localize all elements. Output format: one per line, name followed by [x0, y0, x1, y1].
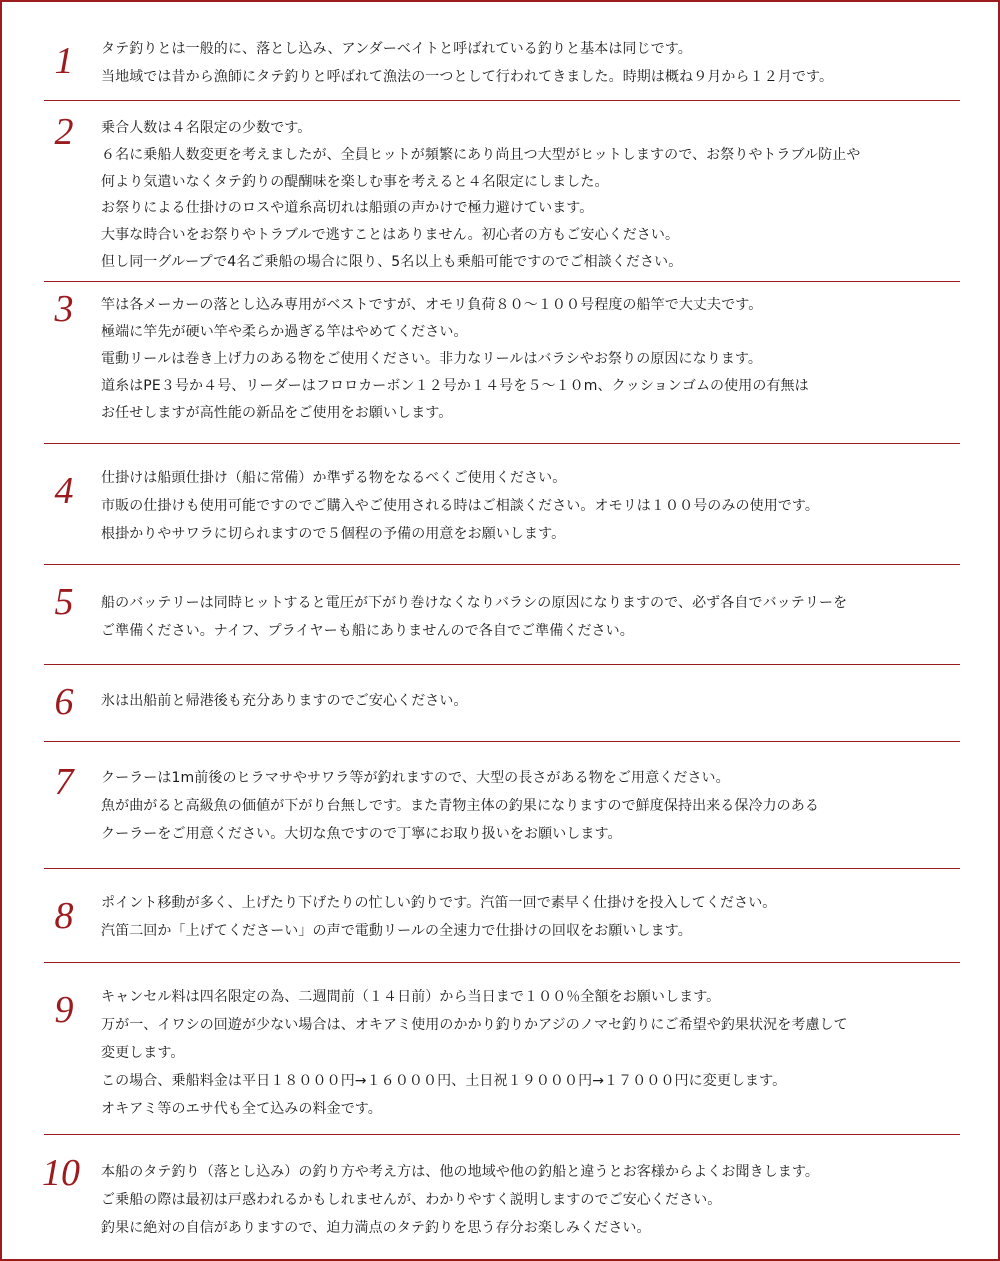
notice-item-7	[44, 742, 960, 869]
item-line: ６名に乗船人数変更を考えましたが、全員ヒットが頻繁にあり尚且つ大型がヒットしますので、お祭りやトラブル防止や	[101, 146, 861, 163]
item-line: 本船のタテ釣り（落とし込み）の釣り方や考え方は、他の地域や他の釣船と違うとお客様からよくお聞きします。	[101, 1164, 819, 1180]
item-text	[101, 1158, 960, 1242]
item-line: 但し同一グループで4名ご乗船の場合に限り、5名以上も乗船可能ですのでご相談ください。	[101, 253, 683, 270]
item-number: 9	[54, 989, 74, 1031]
item-text	[101, 589, 960, 645]
item-line: 仕掛けは船頭仕掛け（船に常備）か準ずる物をなるべくご使用ください。	[101, 470, 567, 486]
notice-item-2	[44, 101, 960, 282]
item-line: お祭りによる仕掛けのロスや道糸高切れは船頭の声かけで極力避けています。	[101, 200, 594, 217]
item-line: 魚が曲がると高級魚の価値が下がり台無しです。また青物主体の釣果になりますので鮮度保持出来る保冷力のある	[101, 798, 819, 814]
item-line: オキアミ等のエサ代も全て込みの料金です。	[101, 1101, 382, 1117]
item-line: 何より気遣いなくタテ釣りの醍醐味を楽しむ事を考えると４名限定にしました。	[101, 173, 609, 190]
item-text	[101, 983, 960, 1123]
notice-item-9	[44, 963, 960, 1135]
item-line: 乗合人数は４名限定の少数です。	[101, 120, 312, 136]
item-text	[101, 687, 960, 715]
item-number: 10	[42, 1152, 80, 1194]
item-line: 汽笛二回か「上げてくださーい」の声で電動リールの全速力で仕掛けの回収をお願いします。	[101, 923, 692, 939]
item-number: 4	[54, 470, 74, 512]
item-line: 氷は出船前と帰港後も充分ありますのでご安心ください。	[101, 693, 468, 709]
item-line: 船のバッテリーは同時ヒットすると電圧が下がり巻けなくなりバラシの原因になりますので、必ず各自でバッテリーを	[101, 595, 848, 611]
item-line: 釣果に絶対の自信がありますので、迫力満点のタテ釣りを思う存分お楽しみください。	[101, 1220, 651, 1236]
item-line: お任せしますが高性能の新品をご使用をお願いします。	[101, 405, 453, 421]
item-number: 6	[54, 681, 74, 723]
item-text	[101, 35, 960, 91]
item-number: 7	[54, 761, 74, 803]
item-line: 根掛かりやサワラに切られますので５個程の予備の用意をお願いします。	[101, 526, 566, 542]
item-line: 極端に竿先が硬い竿や柔らか過ぎる竿はやめてください。	[101, 324, 468, 340]
item-number: 2	[54, 111, 74, 153]
notice-item-3	[44, 282, 960, 444]
item-number: 5	[54, 581, 74, 623]
item-line: ご乗船の際は最初は戸惑われるかもしれませんが、わかりやすく説明しますのでご安心ください。	[101, 1192, 722, 1208]
item-line: 道糸はPE３号か４号、リーダーはフロロカーボン１２号か１４号を５〜１０m、クッションゴムの使用の有無は	[101, 378, 809, 394]
item-text	[101, 115, 960, 276]
item-line: この場合、乗船料金は平日１８０００円→１６０００円、土日祝１９０００円→１７０００円に変更します。	[101, 1073, 787, 1089]
item-text	[101, 889, 960, 945]
item-line: 万が一、イワシの回遊が少ない場合は、オキアミ使用のかかり釣りかアジのノマセ釣りにご希望や釣果状況を考慮して	[101, 1017, 848, 1033]
item-line: クーラーをご用意ください。大切な魚ですので丁寧にお取り扱いをお願いします。	[101, 826, 622, 842]
item-line: 電動リールは巻き上げ力のある物をご使用ください。非力なリールはバラシやお祭りの原因になります。	[101, 351, 763, 367]
item-line: クーラーは1m前後のヒラマサやサワラ等が釣れますので、大型の長さがある物をご用意ください。	[101, 770, 730, 786]
item-line: 当地域では昔から漁師にタテ釣りと呼ばれて漁法の一つとして行われてきました。時期は概ね９月から１２月です。	[101, 69, 834, 85]
item-line: 大事な時合いをお祭りやトラブルで逃すことはありません。初心者の方もご安心ください。	[101, 227, 680, 244]
notice-item-4	[44, 444, 960, 565]
item-line: キャンセル料は四名限定の為、二週間前（１４日前）から当日まで１００％全額をお願いします。	[101, 989, 721, 1005]
notice-item-1	[44, 2, 960, 101]
item-number: 3	[54, 288, 74, 330]
item-number: 8	[54, 895, 74, 937]
notice-item-6	[44, 665, 960, 742]
item-text	[101, 764, 960, 848]
item-number: 1	[54, 40, 74, 82]
item-line: 竿は各メーカーの落とし込み専用がベストですが、オモリ負荷８０〜１００号程度の船竿で大丈夫です。	[101, 297, 763, 313]
item-line: 市販の仕掛けも使用可能ですのでご購入やご使用される時はご相談ください。オモリは１００号のみの使用です。	[101, 498, 819, 514]
item-line: ポイント移動が多く、上げたり下げたりの忙しい釣りです。汽笛一回で素早く仕掛けを投入してください。	[101, 895, 777, 911]
item-line: 変更します。	[101, 1045, 185, 1061]
notice-item-5	[44, 565, 960, 665]
notice-item-10	[44, 1135, 960, 1261]
item-line: ご準備ください。ナイフ、プライヤーも船にありませんので各自でご準備ください。	[101, 623, 634, 639]
item-text	[101, 292, 960, 427]
notice-item-8	[44, 869, 960, 963]
item-line: タテ釣りとは一般的に、落とし込み、アンダーベイトと呼ばれている釣りと基本は同じです。	[101, 41, 692, 57]
item-text	[101, 464, 960, 548]
